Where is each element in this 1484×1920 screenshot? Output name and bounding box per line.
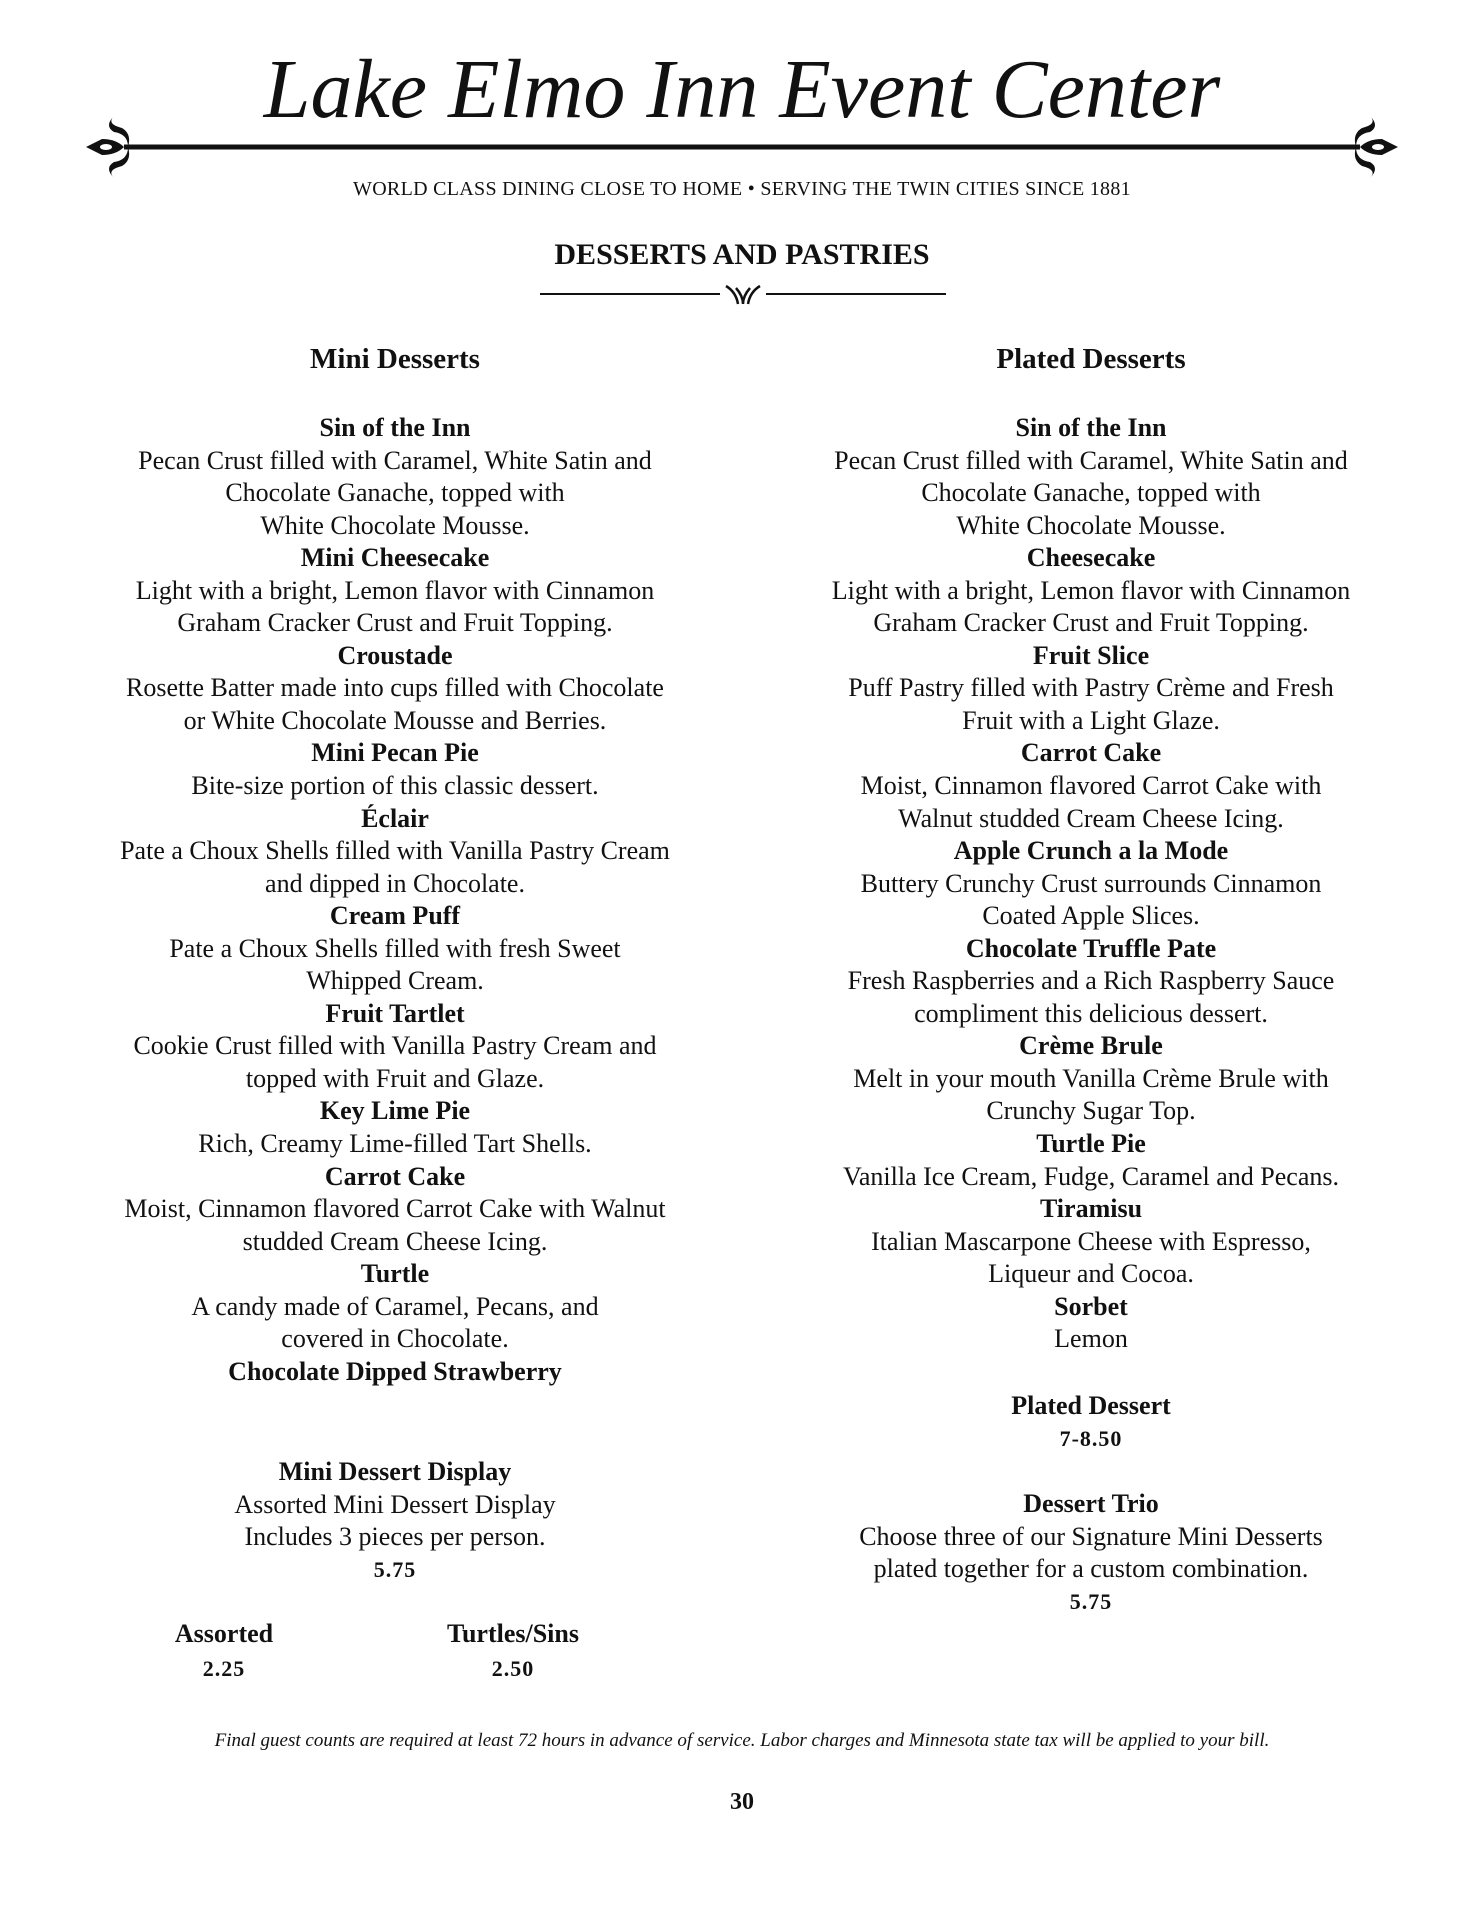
item-description: plated together for a custom combination. <box>873 1554 1309 1584</box>
item-description: Pate a Choux Shells filled with fresh Sweet <box>169 933 621 963</box>
item-description: Pecan Crust filled with Caramel, White Satin and <box>834 445 1348 475</box>
item-name: Turtle <box>360 1259 430 1289</box>
item-description: Coated Apple Slices. <box>982 901 1200 931</box>
item-name: Chocolate Truffle Pate <box>965 933 1217 963</box>
item-price: 5.75 <box>1069 1588 1113 1614</box>
item-name: Carrot Cake <box>1020 738 1162 768</box>
right-flourish-icon <box>1355 116 1398 178</box>
item-description: Choose three of our Signature Mini Desserts <box>859 1521 1323 1551</box>
item-description: Walnut studded Cream Cheese Icing. <box>898 803 1284 833</box>
item-description: A candy made of Caramel, Pecans, and <box>191 1291 599 1321</box>
item-description: Graham Cracker Crust and Fruit Topping. <box>177 608 613 638</box>
tagline: WORLD CLASS DINING CLOSE TO HOME • SERVING THE TWIN CITIES SINCE 1881 <box>353 178 1131 200</box>
item-name: Sin of the Inn <box>1015 413 1167 442</box>
item-description: Fruit with a Light Glaze. <box>962 705 1220 735</box>
item-description: Lemon <box>1054 1324 1128 1354</box>
option-assorted <box>124 1618 324 1685</box>
left-flourish-icon <box>86 116 129 178</box>
item-name: Mini Pecan Pie <box>311 738 479 768</box>
item-name: Sorbet <box>1054 1291 1128 1321</box>
option-label: Turtles/Sins <box>447 1619 579 1648</box>
item-name: Plated Dessert <box>1011 1391 1171 1420</box>
item-description: Italian Mascarpone Cheese with Espresso, <box>871 1226 1311 1256</box>
item-name: Crème Brule <box>1019 1031 1163 1061</box>
item-description: Buttery Crunchy Crust surrounds Cinnamon <box>860 868 1322 898</box>
item-description: Rosette Batter made into cups filled with Chocolate <box>126 673 664 703</box>
dessert-trio <box>751 1488 1431 1618</box>
mini-dessert-display <box>55 1456 735 1586</box>
item-description: Whipped Cream. <box>306 966 484 996</box>
ornamental-rule <box>84 112 1400 182</box>
mini-desserts-heading: Mini Desserts <box>310 343 480 375</box>
item-description: studded Cream Cheese Icing. <box>242 1226 548 1256</box>
option-price: 2.25 <box>202 1655 246 1681</box>
item-name: Fruit Tartlet <box>325 998 465 1028</box>
item-description: Puff Pastry filled with Pastry Crème and Fresh <box>848 673 1334 703</box>
plated-desserts-list <box>751 412 1431 1356</box>
item-name: Carrot Cake <box>324 1161 466 1191</box>
item-description: Cookie Crust filled with Vanilla Pastry Cream and <box>133 1031 657 1061</box>
footer-note: Final guest counts are required at least 72 hours in advance of service. Labor charges and Minnesota state tax will be applied to your bill. <box>214 1730 1270 1751</box>
item-description: Crunchy Sugar Top. <box>986 1096 1196 1126</box>
section-divider-ornament-icon <box>540 282 946 306</box>
item-description: Pate a Choux Shells filled with Vanilla Pastry Cream <box>120 836 670 866</box>
item-price: 5.75 <box>373 1556 417 1582</box>
item-description: Vanilla Ice Cream, Fudge, Caramel and Pecans. <box>843 1161 1339 1191</box>
item-name: Éclair <box>361 803 429 833</box>
option-turtles-sins <box>403 1618 623 1685</box>
item-name: Croustade <box>337 640 453 670</box>
item-name: Dessert Trio <box>1023 1489 1159 1518</box>
item-name: Sin of the Inn <box>319 413 471 442</box>
item-description: Moist, Cinnamon flavored Carrot Cake with <box>860 771 1322 801</box>
plated-desserts-heading: Plated Desserts <box>996 343 1186 375</box>
item-name: Turtle Pie <box>1036 1129 1146 1159</box>
item-name: Fruit Slice <box>1032 640 1150 670</box>
item-description: and dipped in Chocolate. <box>265 868 525 898</box>
item-description: Graham Cracker Crust and Fruit Topping. <box>873 608 1309 638</box>
option-price: 2.50 <box>491 1655 535 1681</box>
item-description: Includes 3 pieces per person. <box>244 1522 546 1552</box>
item-description: Pecan Crust filled with Caramel, White Satin and <box>138 445 652 475</box>
option-label: Assorted <box>174 1619 274 1648</box>
item-description: or White Chocolate Mousse and Berries. <box>183 705 607 735</box>
item-description: Light with a bright, Lemon flavor with Cinnamon <box>831 575 1351 605</box>
item-name: Chocolate Dipped Strawberry <box>228 1356 562 1386</box>
item-description: Light with a bright, Lemon flavor with Cinnamon <box>135 575 655 605</box>
item-description: Liqueur and Cocoa. <box>988 1259 1194 1289</box>
item-name: Mini Dessert Display <box>278 1457 512 1486</box>
item-description: compliment this delicious dessert. <box>914 998 1268 1028</box>
item-description: Chocolate Ganache, topped with <box>921 478 1261 508</box>
page-title: Lake Elmo Inn Event Center <box>263 43 1221 136</box>
item-description: covered in Chocolate. <box>281 1324 509 1354</box>
item-description: Moist, Cinnamon flavored Carrot Cake with Walnut <box>124 1194 666 1224</box>
item-name: Key Lime Pie <box>319 1096 471 1126</box>
item-description: Assorted Mini Dessert Display <box>234 1489 556 1519</box>
item-name: Apple Crunch a la Mode <box>953 836 1229 866</box>
item-price: 7-8.50 <box>1059 1425 1123 1451</box>
item-description: Melt in your mouth Vanilla Crème Brule with <box>853 1063 1329 1093</box>
item-name: Mini Cheesecake <box>300 543 490 573</box>
item-description: White Chocolate Mousse. <box>956 510 1226 540</box>
item-description: Rich, Creamy Lime-filled Tart Shells. <box>198 1129 592 1159</box>
item-description: topped with Fruit and Glaze. <box>245 1063 545 1093</box>
item-name: Cheesecake <box>1026 543 1156 573</box>
page-number: 30 <box>730 1789 754 1815</box>
mini-desserts-list <box>55 412 735 1388</box>
item-name: Tiramisu <box>1039 1194 1143 1224</box>
plated-dessert-price <box>751 1390 1431 1455</box>
item-description: Bite-size portion of this classic dessert. <box>191 771 599 801</box>
item-description: Fresh Raspberries and a Rich Raspberry Sauce <box>847 966 1335 996</box>
item-description: White Chocolate Mousse. <box>260 510 530 540</box>
item-description: Chocolate Ganache, topped with <box>225 478 565 508</box>
item-name: Cream Puff <box>329 901 461 931</box>
section-title: DESSERTS AND PASTRIES <box>554 238 930 271</box>
